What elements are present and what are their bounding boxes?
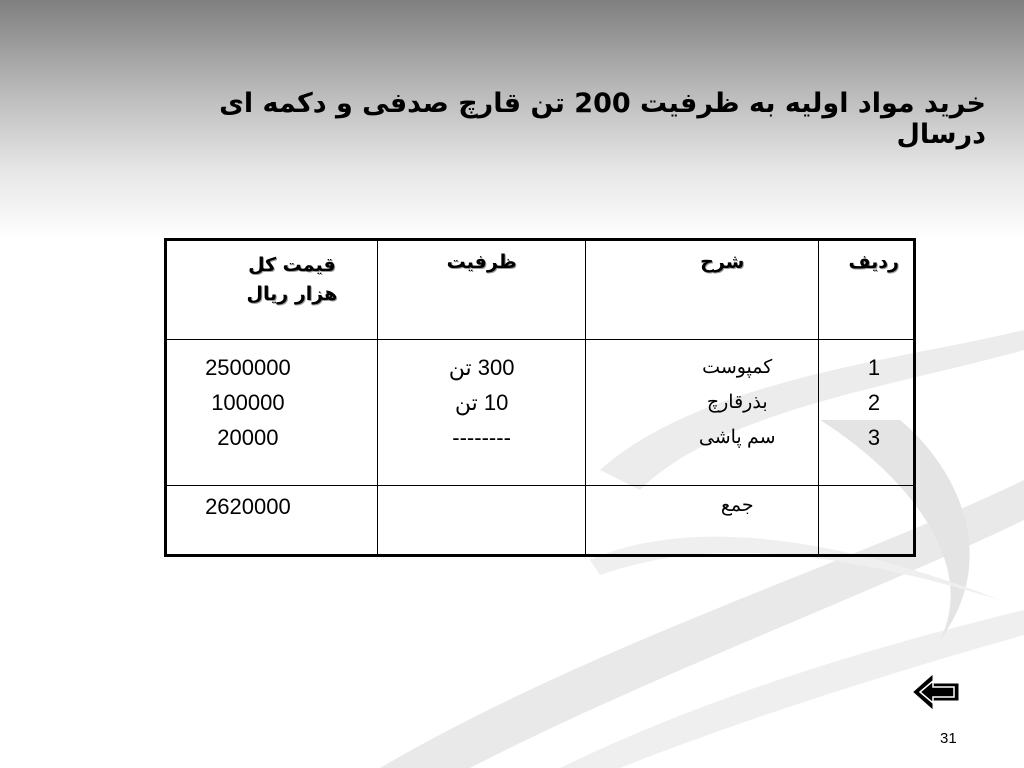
total-price: 2620000	[205, 494, 291, 519]
page-number: 31	[940, 730, 957, 747]
row-number: 3	[867, 425, 881, 450]
total-row-empty-cell	[819, 486, 915, 556]
header-cell-row	[819, 240, 915, 340]
header-total-price-label	[167, 241, 377, 309]
total-label: جمع	[720, 495, 754, 516]
row-number: 2	[867, 390, 881, 415]
row-number: 1	[867, 355, 881, 380]
price-item: 20000	[217, 425, 279, 450]
slide-title: خرید مواد اولیه به ظرفیت 200 تن قارچ صدفی و دکمه ای درسال	[219, 88, 986, 150]
capacity-cell	[377, 340, 586, 486]
total-capacity-empty-cell	[377, 486, 586, 556]
header-total-price-line2: هزار ریال	[246, 283, 338, 305]
header-cell-total-price	[166, 240, 378, 340]
header-description-label: شرح	[700, 251, 745, 273]
price-item: 2500000	[205, 355, 291, 380]
description-item: سم پاشی	[698, 427, 776, 448]
header-row-label: ردیف	[848, 251, 899, 273]
back-arrow-button[interactable]	[912, 673, 960, 711]
capacity-item: 10 تن	[454, 390, 509, 415]
description-item: کمپوست	[702, 357, 773, 378]
description-cell	[586, 340, 819, 486]
back-arrow-icon	[912, 673, 960, 711]
header-total-price-line1: قیمت کل	[248, 254, 336, 276]
total-label-cell	[586, 486, 819, 556]
header-capacity-label: ظرفیت	[446, 251, 517, 273]
table-row	[166, 340, 915, 486]
total-row	[166, 486, 915, 556]
row-number-cell	[819, 340, 915, 486]
header-cell-capacity	[377, 240, 586, 340]
header-cell-description	[586, 240, 819, 340]
description-item: بذرقارچ	[706, 392, 768, 413]
price-item: 100000	[211, 390, 285, 415]
total-price-cell	[166, 486, 378, 556]
price-cell	[166, 340, 378, 486]
capacity-item: 300 تن	[448, 355, 515, 380]
table-header-row	[166, 240, 915, 340]
materials-table	[164, 238, 916, 557]
capacity-item: --------	[452, 425, 511, 450]
